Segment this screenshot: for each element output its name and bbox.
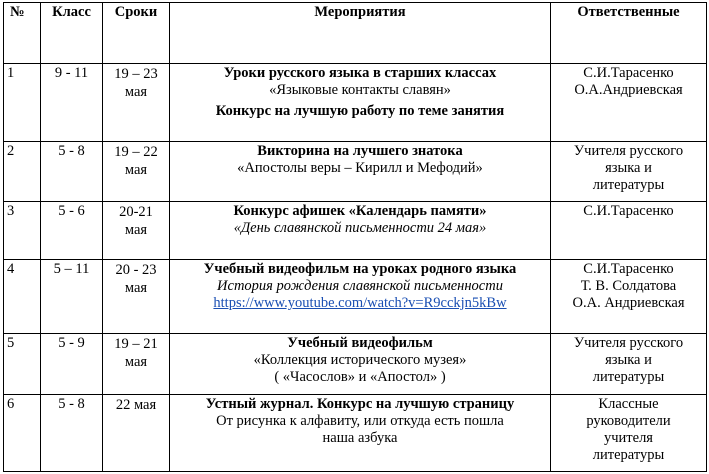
dates-cell (103, 334, 170, 395)
responsible-cell (551, 64, 707, 142)
responsible-line: С.И.Тарасенко (583, 203, 674, 219)
dates-line: мая (124, 222, 148, 238)
table-row (4, 202, 707, 260)
dates-cell (103, 64, 170, 142)
dates-cell (103, 142, 170, 202)
responsible-line: руководители (586, 413, 671, 429)
dates-line: мая (124, 280, 148, 296)
event-cell (170, 202, 551, 260)
header-responsible: Ответственные (551, 3, 707, 64)
dates-line: мая (124, 354, 148, 370)
responsible-line: литературы (592, 447, 665, 463)
event-detail: «Коллекция исторического музея» (253, 352, 467, 368)
header-class: Класс (41, 3, 103, 64)
class-range: 5 - 9 (41, 334, 103, 395)
class-range: 9 - 11 (41, 64, 103, 142)
event-cell (170, 64, 551, 142)
video-link[interactable]: https://www.youtube.com/watch?v=R9cckjn5kBw (213, 295, 507, 311)
responsible-cell (551, 202, 707, 260)
class-range: 5 - 8 (41, 142, 103, 202)
class-range: 5 - 8 (41, 395, 103, 472)
responsible-line: О.А.Андриевская (574, 82, 683, 98)
dates-line: 19 – 22 (114, 144, 158, 160)
class-range: 5 – 11 (41, 260, 103, 334)
header-dates: Сроки (103, 3, 170, 64)
event-cell (170, 260, 551, 334)
responsible-line: О.А. Андриевская (572, 295, 685, 311)
event-cell (170, 395, 551, 472)
event-cell (170, 142, 551, 202)
dates-line: мая (124, 84, 148, 100)
class-range: 5 - 6 (41, 202, 103, 260)
responsible-cell (551, 395, 707, 472)
table-row (4, 142, 707, 202)
event-subtitle: Конкурс на лучшую работу по теме занятия (215, 103, 505, 119)
event-detail: ( «Часослов» и «Апостол» ) (274, 369, 446, 385)
dates-line: 19 – 21 (114, 336, 158, 352)
header-num: № (4, 3, 41, 64)
dates-line: 19 – 23 (114, 66, 158, 82)
row-number: 2 (4, 142, 41, 202)
row-number: 5 (4, 334, 41, 395)
responsible-line: С.И.Тарасенко (583, 65, 674, 81)
event-detail: История рождения славянской письменности (217, 278, 503, 294)
responsible-line: Т. В. Солдатова (580, 278, 677, 294)
event-title: Викторина на лучшего знатока (257, 143, 463, 159)
event-title: Учебный видеофильм (287, 335, 433, 351)
events-schedule-table (3, 2, 707, 472)
row-number: 1 (4, 64, 41, 142)
event-detail: «Апостолы веры – Кирилл и Мефодий» (237, 160, 483, 176)
dates-line: 22 мая (115, 397, 157, 413)
table-row (4, 260, 707, 334)
dates-line: мая (124, 162, 148, 178)
event-title: Конкурс афишек «Календарь памяти» (233, 203, 487, 219)
header-events: Мероприятия (170, 3, 551, 64)
event-detail: «Языковые контакты славян» (269, 82, 451, 98)
dates-cell (103, 260, 170, 334)
event-title: Учебный видеофильм на уроках родного языка (203, 261, 517, 277)
responsible-cell (551, 260, 707, 334)
responsible-cell (551, 334, 707, 395)
event-title: Устный журнал. Конкурс на лучшую страницу (205, 396, 515, 412)
event-detail: наша азбука (322, 430, 398, 446)
responsible-line: Учителя русского (573, 143, 684, 159)
event-detail: От рисунка к алфавиту, или откуда есть пошла (216, 413, 504, 429)
responsible-line: языка и (605, 352, 652, 368)
row-number: 6 (4, 395, 41, 472)
responsible-cell (551, 142, 707, 202)
table-row (4, 395, 707, 472)
dates-line: 20 - 23 (115, 262, 157, 278)
responsible-line: литературы (592, 177, 665, 193)
responsible-line: Классные (598, 396, 659, 412)
table-row (4, 64, 707, 142)
responsible-line: литературы (592, 369, 665, 385)
responsible-line: С.И.Тарасенко (583, 261, 674, 277)
responsible-line: языка и (605, 160, 652, 176)
table-header-row (4, 3, 707, 64)
dates-cell (103, 202, 170, 260)
row-number: 4 (4, 260, 41, 334)
table-row (4, 334, 707, 395)
responsible-line: Учителя русского (573, 335, 684, 351)
event-detail: «День славянской письменности 24 мая» (233, 220, 487, 236)
dates-cell (103, 395, 170, 472)
responsible-line: учителя (604, 430, 653, 446)
row-number: 3 (4, 202, 41, 260)
event-title: Уроки русского языка в старших классах (223, 65, 497, 81)
dates-line: 20-21 (119, 204, 153, 220)
event-cell (170, 334, 551, 395)
